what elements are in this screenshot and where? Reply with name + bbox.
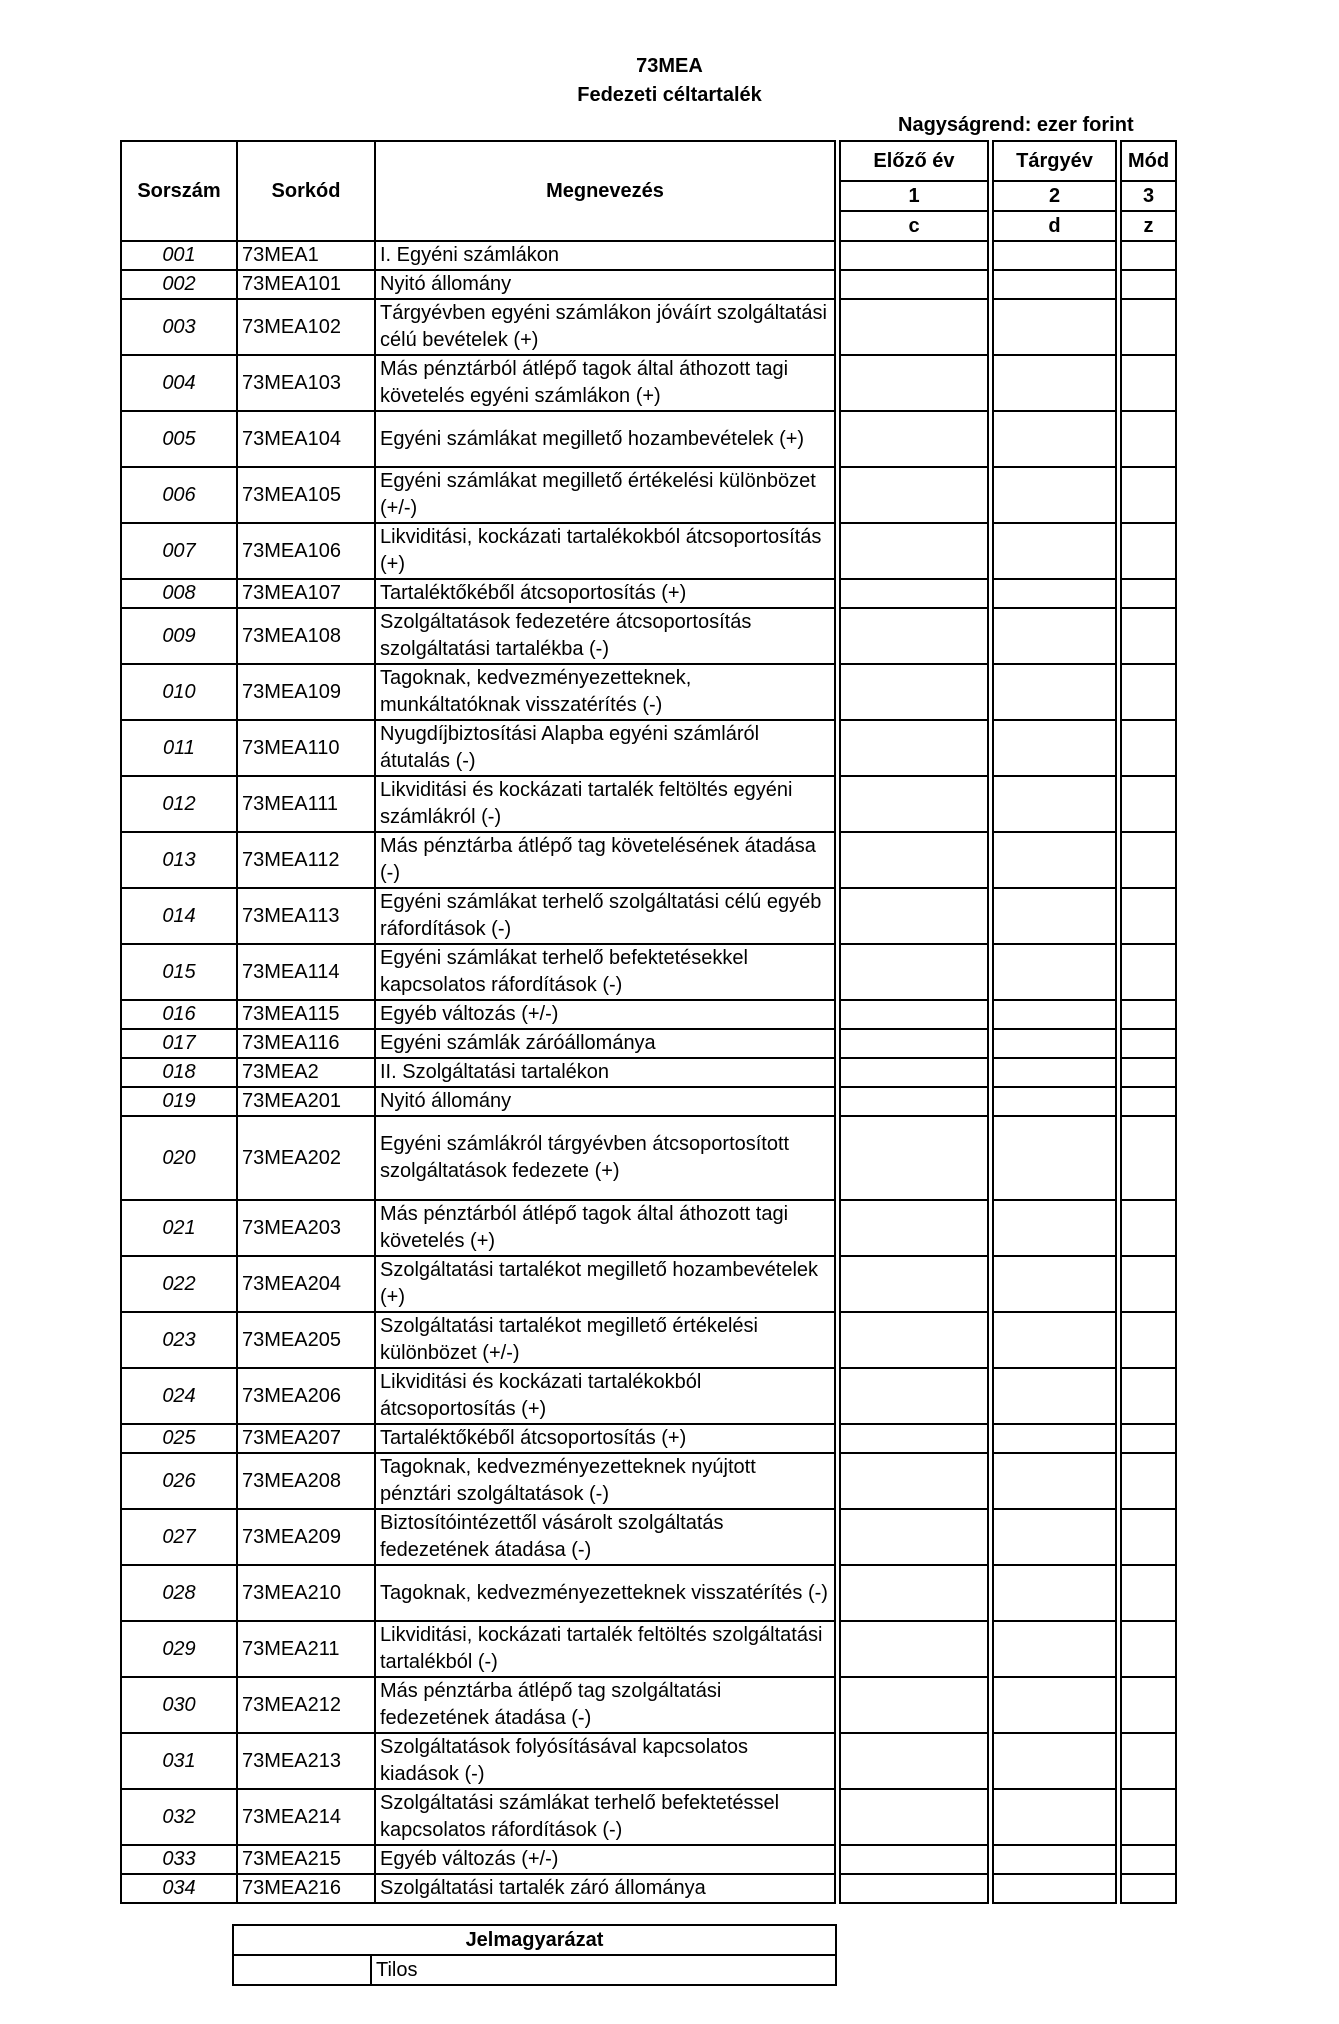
row-number: 012: [121, 776, 237, 832]
row-number: 005: [121, 411, 237, 467]
value-current-year-cell[interactable]: [993, 1733, 1116, 1789]
row-code: 73MEA115: [237, 1000, 375, 1029]
table-row: [121, 579, 1176, 608]
table-row: [121, 1874, 1176, 1903]
value-mode-cell[interactable]: [1121, 1000, 1176, 1029]
row-number: 025: [121, 1424, 237, 1453]
value-prev-year-cell[interactable]: [840, 1509, 988, 1565]
value-mode-cell[interactable]: [1121, 776, 1176, 832]
value-mode-cell[interactable]: [1121, 944, 1176, 1000]
value-current-year-cell[interactable]: [993, 944, 1116, 1000]
table-row: [121, 270, 1176, 299]
row-code: 73MEA211: [237, 1621, 375, 1677]
row-code: 73MEA101: [237, 270, 375, 299]
table-row: [121, 1368, 1176, 1424]
row-code: 73MEA204: [237, 1256, 375, 1312]
row-code: 73MEA201: [237, 1087, 375, 1116]
value-current-year-cell[interactable]: [993, 1029, 1116, 1058]
value-mode-cell[interactable]: [1121, 241, 1176, 270]
row-code: 73MEA203: [237, 1200, 375, 1256]
row-description: Szolgáltatások folyósításával kapcsolatos kiadások (-): [375, 1733, 835, 1789]
main-table: [120, 140, 1177, 1904]
value-prev-year-cell[interactable]: [840, 664, 988, 720]
value-mode-cell[interactable]: [1121, 720, 1176, 776]
value-mode-cell[interactable]: [1121, 1733, 1176, 1789]
table-row: [121, 1509, 1176, 1565]
table-row: [121, 1256, 1176, 1312]
table-row: [121, 720, 1176, 776]
value-prev-year-cell[interactable]: [840, 1789, 988, 1845]
row-number: 006: [121, 467, 237, 523]
value-mode-cell[interactable]: [1121, 1256, 1176, 1312]
row-number: 024: [121, 1368, 237, 1424]
value-mode-cell[interactable]: [1121, 411, 1176, 467]
table-row: [121, 1000, 1176, 1029]
row-number: 032: [121, 1789, 237, 1845]
row-number: 028: [121, 1565, 237, 1621]
row-description: II. Szolgáltatási tartalékon: [375, 1058, 835, 1087]
row-description: Egyéni számlákat terhelő befektetésekkel kapcsolatos ráfordítások (-): [375, 944, 835, 1000]
row-code: 73MEA103: [237, 355, 375, 411]
table-row: [121, 1312, 1176, 1368]
value-prev-year-cell[interactable]: [840, 1029, 988, 1058]
row-number: 001: [121, 241, 237, 270]
table-row: [121, 1733, 1176, 1789]
value-mode-cell[interactable]: [1121, 1453, 1176, 1509]
table-row: [121, 944, 1176, 1000]
row-code: 73MEA108: [237, 608, 375, 664]
row-number: 022: [121, 1256, 237, 1312]
value-prev-year-cell[interactable]: [840, 411, 988, 467]
header-targyev: Tárgyév: [993, 141, 1116, 181]
table-row: [121, 608, 1176, 664]
row-number: 002: [121, 270, 237, 299]
row-code: 73MEA104: [237, 411, 375, 467]
table-row: [121, 411, 1176, 467]
form-subtitle: Fedezeti céltartalék: [577, 84, 762, 106]
row-code: 73MEA2: [237, 1058, 375, 1087]
value-current-year-cell[interactable]: [993, 1874, 1116, 1903]
row-description: Egyéni számlákat megillető hozambevételek (+): [375, 411, 835, 467]
table-row: [121, 664, 1176, 720]
value-prev-year-cell[interactable]: [840, 1733, 988, 1789]
col-number-3: 3: [1121, 181, 1176, 211]
value-prev-year-cell[interactable]: [840, 1453, 988, 1509]
value-current-year-cell[interactable]: [993, 1256, 1116, 1312]
value-prev-year-cell[interactable]: [840, 241, 988, 270]
row-description: Tárgyévben egyéni számlákon jóváírt szolgáltatási célú bevételek (+): [375, 299, 835, 355]
value-mode-cell[interactable]: [1121, 1565, 1176, 1621]
row-code: 73MEA205: [237, 1312, 375, 1368]
row-description: Tagoknak, kedvezményezetteknek visszatérítés (-): [375, 1565, 835, 1621]
header-mod: Mód: [1121, 141, 1176, 181]
value-prev-year-cell[interactable]: [840, 1200, 988, 1256]
row-description: Egyéb változás (+/-): [375, 1000, 835, 1029]
value-mode-cell[interactable]: [1121, 1789, 1176, 1845]
row-number: 019: [121, 1087, 237, 1116]
value-mode-cell[interactable]: [1121, 1116, 1176, 1200]
legend-label: Tilos: [371, 1955, 836, 1985]
row-code: 73MEA105: [237, 467, 375, 523]
table-row: [121, 1677, 1176, 1733]
value-mode-cell[interactable]: [1121, 608, 1176, 664]
value-current-year-cell[interactable]: [993, 1312, 1116, 1368]
row-code: 73MEA113: [237, 888, 375, 944]
value-current-year-cell[interactable]: [993, 241, 1116, 270]
value-prev-year-cell[interactable]: [840, 776, 988, 832]
value-mode-cell[interactable]: [1121, 888, 1176, 944]
row-description: Tartaléktőkéből átcsoportosítás (+): [375, 1424, 835, 1453]
value-mode-cell[interactable]: [1121, 1312, 1176, 1368]
value-prev-year-cell[interactable]: [840, 608, 988, 664]
value-prev-year-cell[interactable]: [840, 888, 988, 944]
row-code: 73MEA116: [237, 1029, 375, 1058]
value-current-year-cell[interactable]: [993, 664, 1116, 720]
row-description: Szolgáltatási számlákat terhelő befektetéssel kapcsolatos ráfordítások (-): [375, 1789, 835, 1845]
legend-table: [232, 1924, 837, 1986]
value-current-year-cell[interactable]: [993, 832, 1116, 888]
row-number: 017: [121, 1029, 237, 1058]
row-description: Likviditási, kockázati tartalék feltöltés szolgáltatási tartalékból (-): [375, 1621, 835, 1677]
value-mode-cell[interactable]: [1121, 1677, 1176, 1733]
row-code: 73MEA216: [237, 1874, 375, 1903]
value-current-year-cell[interactable]: [993, 579, 1116, 608]
row-number: 030: [121, 1677, 237, 1733]
value-current-year-cell[interactable]: [993, 1058, 1116, 1087]
table-row: [121, 1116, 1176, 1200]
row-code: 73MEA111: [237, 776, 375, 832]
legend-swatch: [233, 1955, 371, 1985]
table-row: [121, 1845, 1176, 1874]
value-mode-cell[interactable]: [1121, 299, 1176, 355]
row-number: 003: [121, 299, 237, 355]
col-number-1: 1: [840, 181, 988, 211]
value-prev-year-cell[interactable]: [840, 467, 988, 523]
col-letter-z: z: [1121, 211, 1176, 241]
row-description: Egyéni számlákról tárgyévben átcsoportosított szolgáltatások fedezete (+): [375, 1116, 835, 1200]
value-mode-cell[interactable]: [1121, 1029, 1176, 1058]
header-sorkod: Sorkód: [237, 141, 375, 241]
form-code-title: 73MEA: [636, 55, 703, 77]
row-description: Likviditási és kockázati tartalékokból átcsoportosítás (+): [375, 1368, 835, 1424]
row-number: 014: [121, 888, 237, 944]
row-number: 010: [121, 664, 237, 720]
row-code: 73MEA102: [237, 299, 375, 355]
table-row: [121, 888, 1176, 944]
header-sorszam: Sorszám: [121, 141, 237, 241]
row-number: 033: [121, 1845, 237, 1874]
value-prev-year-cell[interactable]: [840, 1677, 988, 1733]
value-current-year-cell[interactable]: [993, 1116, 1116, 1200]
row-description: Egyéb változás (+/-): [375, 1845, 835, 1874]
value-prev-year-cell[interactable]: [840, 720, 988, 776]
row-number: 009: [121, 608, 237, 664]
value-mode-cell[interactable]: [1121, 1509, 1176, 1565]
unit-note: Nagyságrend: ezer forint: [898, 114, 1134, 136]
row-description: Szolgáltatások fedezetére átcsoportosítás szolgáltatási tartalékba (-): [375, 608, 835, 664]
row-description: Más pénztárba átlépő tag követelésének átadása (-): [375, 832, 835, 888]
value-current-year-cell[interactable]: [993, 1621, 1116, 1677]
table-row: [121, 1058, 1176, 1087]
legend-title: Jelmagyarázat: [233, 1925, 836, 1955]
table-row: [121, 832, 1176, 888]
row-description: I. Egyéni számlákon: [375, 241, 835, 270]
value-current-year-cell[interactable]: [993, 523, 1116, 579]
row-code: 73MEA109: [237, 664, 375, 720]
row-code: 73MEA114: [237, 944, 375, 1000]
value-current-year-cell[interactable]: [993, 1565, 1116, 1621]
row-number: 015: [121, 944, 237, 1000]
value-current-year-cell[interactable]: [993, 355, 1116, 411]
value-prev-year-cell[interactable]: [840, 523, 988, 579]
row-number: 013: [121, 832, 237, 888]
row-code: 73MEA214: [237, 1789, 375, 1845]
value-mode-cell[interactable]: [1121, 1874, 1176, 1903]
value-current-year-cell[interactable]: [993, 1677, 1116, 1733]
value-mode-cell[interactable]: [1121, 270, 1176, 299]
value-current-year-cell[interactable]: [993, 1453, 1116, 1509]
table-row: [121, 355, 1176, 411]
value-prev-year-cell[interactable]: [840, 1874, 988, 1903]
value-prev-year-cell[interactable]: [840, 1087, 988, 1116]
row-code: 73MEA212: [237, 1677, 375, 1733]
value-current-year-cell[interactable]: [993, 411, 1116, 467]
header-elozo-ev: Előző év: [840, 141, 988, 181]
row-code: 73MEA210: [237, 1565, 375, 1621]
row-code: 73MEA208: [237, 1453, 375, 1509]
value-current-year-cell[interactable]: [993, 1087, 1116, 1116]
value-mode-cell[interactable]: [1121, 579, 1176, 608]
row-description: Likviditási, kockázati tartalékokból átcsoportosítás (+): [375, 523, 835, 579]
value-current-year-cell[interactable]: [993, 720, 1116, 776]
row-code: 73MEA213: [237, 1733, 375, 1789]
value-prev-year-cell[interactable]: [840, 1312, 988, 1368]
value-current-year-cell[interactable]: [993, 1368, 1116, 1424]
row-description: Más pénztárból átlépő tagok által áthozott tagi követelés egyéni számlákon (+): [375, 355, 835, 411]
value-mode-cell[interactable]: [1121, 1845, 1176, 1874]
col-number-2: 2: [993, 181, 1116, 211]
row-number: 031: [121, 1733, 237, 1789]
table-row: [121, 467, 1176, 523]
row-description: Tagoknak, kedvezményezetteknek nyújtott pénztári szolgáltatások (-): [375, 1453, 835, 1509]
value-mode-cell[interactable]: [1121, 664, 1176, 720]
row-number: 026: [121, 1453, 237, 1509]
row-description: Egyéni számlákat megillető értékelési különbözet (+/-): [375, 467, 835, 523]
value-prev-year-cell[interactable]: [840, 1621, 988, 1677]
row-number: 020: [121, 1116, 237, 1200]
table-row: [121, 1029, 1176, 1058]
value-mode-cell[interactable]: [1121, 1621, 1176, 1677]
row-description: Tagoknak, kedvezményezetteknek, munkáltatóknak visszatérítés (-): [375, 664, 835, 720]
value-mode-cell[interactable]: [1121, 1368, 1176, 1424]
row-number: 027: [121, 1509, 237, 1565]
row-number: 008: [121, 579, 237, 608]
value-mode-cell[interactable]: [1121, 832, 1176, 888]
table-row: [121, 1200, 1176, 1256]
value-prev-year-cell[interactable]: [840, 1116, 988, 1200]
value-current-year-cell[interactable]: [993, 888, 1116, 944]
row-description: Nyugdíjbiztosítási Alapba egyéni számláról átutalás (-): [375, 720, 835, 776]
header-megnevezes: Megnevezés: [375, 141, 835, 241]
value-prev-year-cell[interactable]: [840, 1845, 988, 1874]
value-prev-year-cell[interactable]: [840, 299, 988, 355]
row-description: Likviditási és kockázati tartalék feltöltés egyéni számlákról (-): [375, 776, 835, 832]
row-number: 023: [121, 1312, 237, 1368]
row-code: 73MEA207: [237, 1424, 375, 1453]
value-current-year-cell[interactable]: [993, 1200, 1116, 1256]
value-prev-year-cell[interactable]: [840, 1565, 988, 1621]
value-prev-year-cell[interactable]: [840, 944, 988, 1000]
table-row: [121, 776, 1176, 832]
value-prev-year-cell[interactable]: [840, 1424, 988, 1453]
table-row: [121, 1087, 1176, 1116]
row-number: 004: [121, 355, 237, 411]
value-mode-cell[interactable]: [1121, 467, 1176, 523]
value-prev-year-cell[interactable]: [840, 270, 988, 299]
table-row: [121, 1621, 1176, 1677]
row-description: Szolgáltatási tartalékot megillető hozambevételek (+): [375, 1256, 835, 1312]
value-mode-cell[interactable]: [1121, 523, 1176, 579]
table-row: [121, 523, 1176, 579]
row-code: 73MEA112: [237, 832, 375, 888]
value-mode-cell[interactable]: [1121, 355, 1176, 411]
value-prev-year-cell[interactable]: [840, 1000, 988, 1029]
value-mode-cell[interactable]: [1121, 1087, 1176, 1116]
row-code: 73MEA1: [237, 241, 375, 270]
value-mode-cell[interactable]: [1121, 1424, 1176, 1453]
row-description: Szolgáltatási tartalék záró állománya: [375, 1874, 835, 1903]
col-letter-c: c: [840, 211, 988, 241]
value-current-year-cell[interactable]: [993, 608, 1116, 664]
row-code: 73MEA202: [237, 1116, 375, 1200]
row-code: 73MEA110: [237, 720, 375, 776]
value-current-year-cell[interactable]: [993, 299, 1116, 355]
table-row: [121, 241, 1176, 270]
row-description: Egyéni számlák záróállománya: [375, 1029, 835, 1058]
row-number: 029: [121, 1621, 237, 1677]
row-code: 73MEA107: [237, 579, 375, 608]
row-code: 73MEA206: [237, 1368, 375, 1424]
value-mode-cell[interactable]: [1121, 1200, 1176, 1256]
row-number: 011: [121, 720, 237, 776]
table-row: [121, 1424, 1176, 1453]
value-prev-year-cell[interactable]: [840, 355, 988, 411]
value-mode-cell[interactable]: [1121, 1058, 1176, 1087]
row-description: Nyitó állomány: [375, 270, 835, 299]
value-current-year-cell[interactable]: [993, 1789, 1116, 1845]
value-prev-year-cell[interactable]: [840, 1256, 988, 1312]
value-prev-year-cell[interactable]: [840, 1368, 988, 1424]
value-current-year-cell[interactable]: [993, 1845, 1116, 1874]
value-prev-year-cell[interactable]: [840, 832, 988, 888]
row-number: 007: [121, 523, 237, 579]
value-current-year-cell[interactable]: [993, 776, 1116, 832]
row-description: Nyitó állomány: [375, 1087, 835, 1116]
row-code: 73MEA215: [237, 1845, 375, 1874]
value-current-year-cell[interactable]: [993, 1509, 1116, 1565]
row-code: 73MEA209: [237, 1509, 375, 1565]
table-row: [121, 1565, 1176, 1621]
table-row: [121, 299, 1176, 355]
row-number: 018: [121, 1058, 237, 1087]
value-current-year-cell[interactable]: [993, 1000, 1116, 1029]
row-description: Tartaléktőkéből átcsoportosítás (+): [375, 579, 835, 608]
value-current-year-cell[interactable]: [993, 270, 1116, 299]
value-current-year-cell[interactable]: [993, 467, 1116, 523]
row-code: 73MEA106: [237, 523, 375, 579]
table-row: [121, 1453, 1176, 1509]
row-description: Egyéni számlákat terhelő szolgáltatási célú egyéb ráfordítások (-): [375, 888, 835, 944]
value-prev-year-cell[interactable]: [840, 1058, 988, 1087]
value-prev-year-cell[interactable]: [840, 579, 988, 608]
row-description: Más pénztárból átlépő tagok által áthozott tagi követelés (+): [375, 1200, 835, 1256]
table-row: [121, 1789, 1176, 1845]
row-description: Más pénztárba átlépő tag szolgáltatási fedezetének átadása (-): [375, 1677, 835, 1733]
col-letter-d: d: [993, 211, 1116, 241]
row-description: Biztosítóintézettől vásárolt szolgáltatás fedezetének átadása (-): [375, 1509, 835, 1565]
row-number: 021: [121, 1200, 237, 1256]
row-number: 016: [121, 1000, 237, 1029]
row-description: Szolgáltatási tartalékot megillető értékelési különbözet (+/-): [375, 1312, 835, 1368]
row-number: 034: [121, 1874, 237, 1903]
value-current-year-cell[interactable]: [993, 1424, 1116, 1453]
